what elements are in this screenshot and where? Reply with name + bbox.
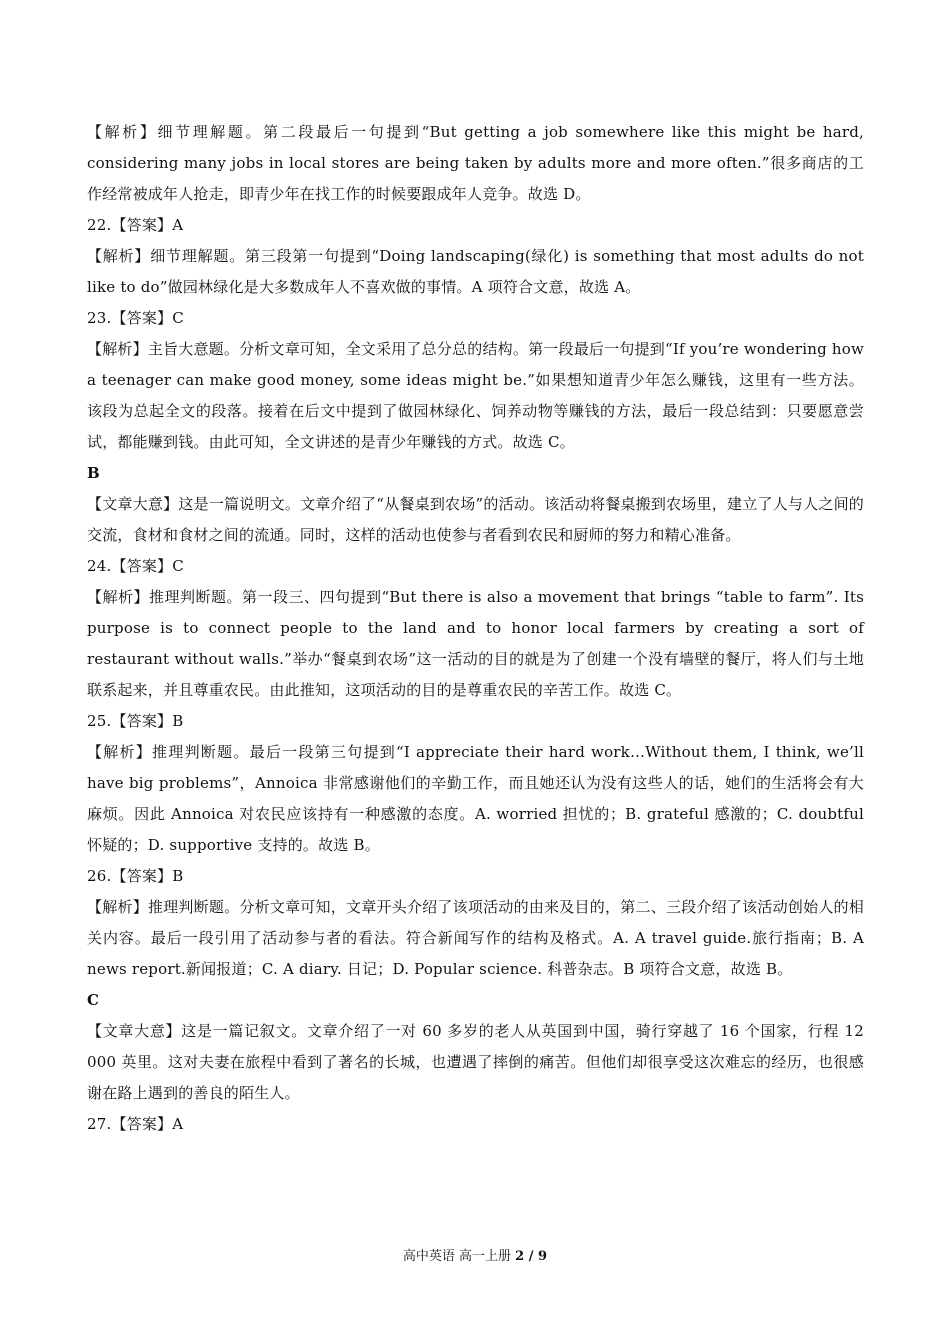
paragraph: 【文章大意】这是一篇说明文。文章介绍了“从餐桌到农场”的活动。该活动将餐桌搬到农场里，建立了人与人之间的交流，食材和食材之间的流通。同时，这样的活动也使参与者看到农民和厨师的努力和精心准备。 [87,495,864,544]
paragraph: 【解析】推理判断题。第一段三、四句提到“But there is also a movement that brings “table to farm”. Its purpose is to connect people to the land and to honor local farmers by creating a sort of restaurant without walls.”举办“餐桌到农场”这一活动的目的就是为了创建一个没有墙壁的餐厅，将人们与土地联系起来，并且尊重农民。由此推知，这项活动的目的是尊重农民的辛苦工作。故选 C。 [87,588,864,699]
page-number-total: 9 [538,1249,548,1264]
paragraph: 22.【答案】A [87,216,184,234]
paragraph: 【解析】主旨大意题。分析文章可知，全文采用了总分总的结构。第一段最后一句提到“If you’re wondering how a teenager can make good money, some ideas might be.”如果想知道青少年怎么赚钱，这里有一些方法。该段为总起全文的段落。接着在后文中提到了做园林绿化、饲养动物等赚钱的方法，最后一段总结到：只要愿意尝试，都能赚到钱。由此可知，全文讲述的是青少年赚钱的方式。故选 C。 [87,340,864,451]
footer-label: 高中英语 高一上册 [402,1249,516,1264]
document-body [87,117,864,1140]
page-number-current: 2 [515,1249,525,1264]
paragraph: 【解析】推理判断题。分析文章可知，文章开头介绍了该项活动的由来及目的，第二、三段介绍了该活动创始人的相关内容。最后一段引用了活动参与者的看法。符合新闻写作的结构及格式。A. A travel guide.旅行指南；B. A news report.新闻报道；C. A diary. 日记；D. Popular science. 科普杂志。B 项符合文意，故选 B。 [87,898,864,978]
paragraph: 27.【答案】A [87,1115,184,1133]
paragraph: 23.【答案】C [87,309,184,327]
paragraph: 【解析】推理判断题。最后一段第三句提到“I appreciate their hard work…Without them, I think, we’ll have big problems”，Annoica 非常感谢他们的辛勤工作，而且她还认为没有这些人的话，她们的生活将会有大麻烦。因此 Annoica 对农民应该持有一种感激的态度。A. worried 担忧的；B. grateful 感激的；C. doubtful 怀疑的；D. supportive 支持的。故选 B。 [87,743,864,854]
paragraph: 25.【答案】B [87,712,184,730]
section-heading: B [87,464,100,482]
paragraph: 【文章大意】这是一篇记叙文。文章介绍了一对 60 多岁的老人从英国到中国，骑行穿越了 16 个国家，行程 12 000 英里。这对夫妻在旅程中看到了著名的长城，也遭遇了摔倒的痛苦。但他们却很享受这次难忘的经历，也很感谢在路上遇到的善良的陌生人。 [87,1022,864,1102]
paragraph: 【解析】细节理解题。第三段第一句提到“Doing landscaping(绿化) is something that most adults do not like to do”做园林绿化是大多数成年人不喜欢做的事情。A 项符合文意，故选 A。 [87,247,864,296]
paragraph: 24.【答案】C [87,557,184,575]
paragraph: 26.【答案】B [87,867,184,885]
paragraph: 【解析】细节理解题。第二段最后一句提到“But getting a job somewhere like this might be hard, considering many jobs in local stores are being taken by adults more and more often.”很多商店的工作经常被成年人抢走，即青少年在找工作的时候要跟成年人竞争。故选 D。 [87,123,864,203]
page-footer [0,1245,950,1264]
page-separator: / [524,1249,539,1264]
section-heading: C [87,991,100,1009]
